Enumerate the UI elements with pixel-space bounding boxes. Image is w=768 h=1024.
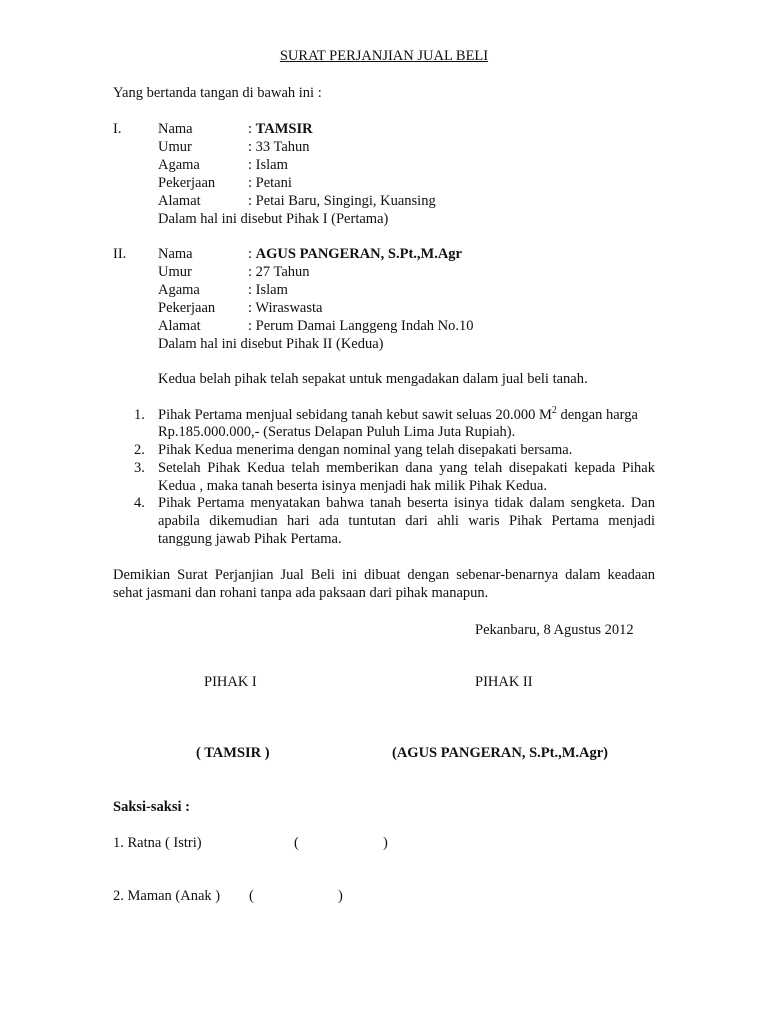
clause-1-text-a: Pihak Pertama menjual sebidang tanah kebut sawit seluas 20.000 M [158,407,552,423]
pihak-1-job-row: : Petani [248,175,292,191]
pihak-1-age-row: : 33 Tahun [248,139,310,155]
pihak-1-address-row: : Petai Baru, Singingi, Kuansing [248,193,436,209]
witness-2-close-paren: ) [338,888,343,904]
pihak-2-address-value: Perum Damai Langgeng Indah No.10 [255,318,474,334]
witness-2-open-paren: ( [249,888,254,904]
pihak-1-numeral: I. [113,121,122,137]
clause-1-line-1 [158,406,638,424]
closing-line-2: sehat jasmani dan rohani tanpa ada paksaan dari pihak manapun. [113,585,489,601]
clause-4-line-2: apabila dikemudian hari ada tuntutan dari ahli waris Pihak Pertama menjadi [158,513,655,529]
pihak-2-age-value: 27 Tahun [255,264,310,280]
pihak-2-name-value: AGUS PANGERAN, S.Pt.,M.Agr [255,246,462,262]
pihak-1-age-value: 33 Tahun [255,139,310,155]
pihak-2-religion-label: Agama [158,282,200,298]
pihak-2-address-label: Alamat [158,318,201,334]
clause-1-text-b: dengan harga [556,407,638,423]
pihak-1-religion-value: Islam [255,157,288,173]
clause-4-line-1: Pihak Pertama menyatakan bahwa tanah beserta isinya tidak dalam sengketa. Dan [158,495,655,511]
intro-text: Yang bertanda tangan di bawah ini : [113,85,322,101]
clause-1-line-2: Rp.185.000.000,- (Seratus Delapan Puluh Lima Juta Rupiah). [158,424,516,440]
pihak-1-designation: Dalam hal ini disebut Pihak I (Pertama) [158,211,389,227]
witness-2-label: 2. Maman (Anak ) [113,888,221,904]
witness-1-label: 1. Ratna ( Istri) [113,835,202,851]
pihak-1-name-row: : TAMSIR [248,121,313,137]
witnesses-heading: Saksi-saksi : [113,799,190,815]
clause-2-number: 2. [134,442,145,458]
pihak-1-address-value: Petai Baru, Singingi, Kuansing [255,193,436,209]
pihak-1-job-label: Pekerjaan [158,175,216,191]
pihak-2-name-row: : AGUS PANGERAN, S.Pt.,M.Agr [248,246,462,262]
closing-line-1: Demikian Surat Perjanjian Jual Beli ini dibuat dengan sebenar-benarnya dalam keadaan [113,567,655,583]
pihak-2-age-label: Umur [158,264,192,280]
party-2-heading: PIHAK II [475,674,533,690]
pihak-2-age-row: : 27 Tahun [248,264,310,280]
clause-2-line-1: Pihak Kedua menerima dengan nominal yang telah disepakati bersama. [158,442,573,458]
party-1-heading: PIHAK I [204,674,257,690]
clause-3-line-1: Setelah Pihak Kedua telah memberikan dana yang telah disepakati kepada Pihak [158,460,655,476]
clause-3-line-2: Kedua , maka tanah beserta isinya menjadi hak milik Pihak Kedua. [158,478,547,494]
pihak-1-age-label: Umur [158,139,192,155]
pihak-1-name-label: Nama [158,121,193,137]
pihak-2-religion-row: : Islam [248,282,288,298]
pihak-2-name-label: Nama [158,246,193,262]
pihak-1-religion-row: : Islam [248,157,288,173]
pihak-2-job-label: Pekerjaan [158,300,216,316]
party-1-signature-name: ( TAMSIR ) [196,745,270,761]
pihak-2-address-row: : Perum Damai Langgeng Indah No.10 [248,318,474,334]
pihak-1-name-value: TAMSIR [255,121,313,137]
agreement-intro: Kedua belah pihak telah sepakat untuk mengadakan dalam jual beli tanah. [158,371,588,387]
pihak-2-designation: Dalam hal ini disebut Pihak II (Kedua) [158,336,384,352]
place-date: Pekanbaru, 8 Agustus 2012 [475,622,634,638]
witness-1-close-paren: ) [383,835,388,851]
pihak-2-religion-value: Islam [255,282,288,298]
clause-4-line-3: tanggung jawab Pihak Pertama. [158,531,342,547]
pihak-1-address-label: Alamat [158,193,201,209]
clause-3-number: 3. [134,460,145,476]
pihak-1-religion-label: Agama [158,157,200,173]
clause-4-number: 4. [134,495,145,511]
pihak-2-job-row: : Wiraswasta [248,300,323,316]
pihak-2-numeral: II. [113,246,127,262]
document-title: SURAT PERJANJIAN JUAL BELI [279,48,489,64]
witness-1-open-paren: ( [294,835,299,851]
clause-1-number: 1. [134,407,145,423]
clause-1-superscript: 2 [551,405,557,417]
pihak-2-job-value: Wiraswasta [255,300,323,316]
pihak-1-job-value: Petani [255,175,292,191]
party-2-signature-name: (AGUS PANGERAN, S.Pt.,M.Agr) [392,745,608,761]
